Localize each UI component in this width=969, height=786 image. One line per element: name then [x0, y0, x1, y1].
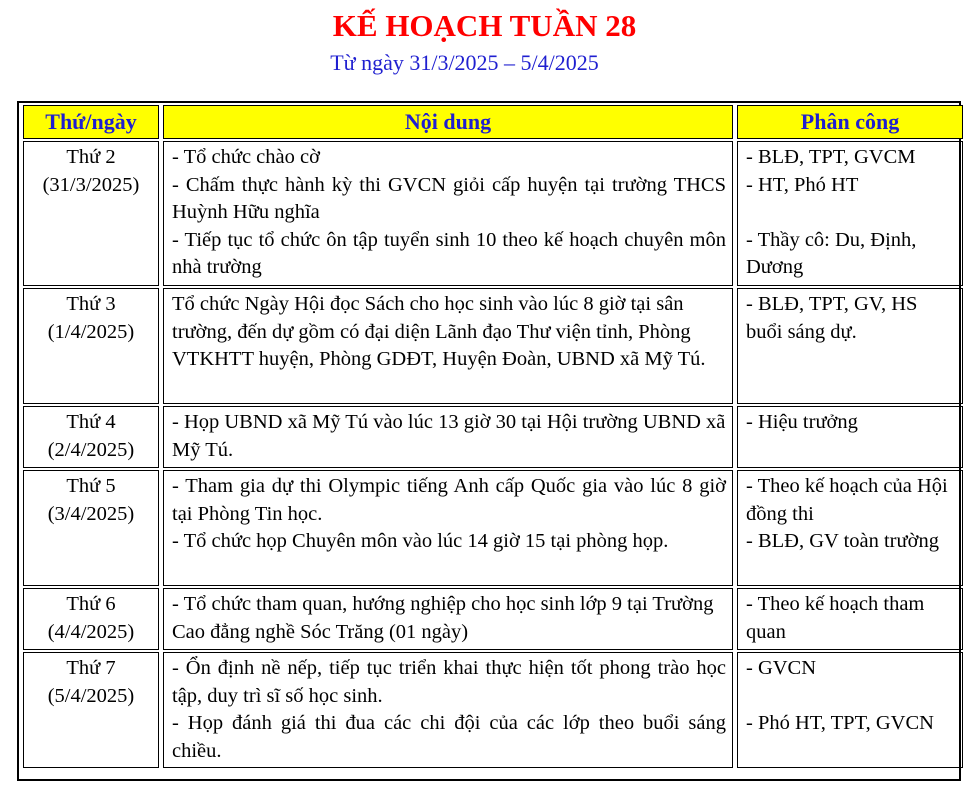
table-row: [23, 588, 963, 650]
table-row: [23, 141, 963, 286]
table-row: [23, 470, 963, 586]
content-item: - Tổ chức tham quan, hướng nghiệp cho học sinh lớp 9 tại Trường Cao đẳng nghề Sóc Trăng (01 ngày): [172, 593, 714, 643]
content-cell: [163, 406, 733, 468]
table-header-row: [23, 105, 963, 139]
assign-item: - Theo kế hoạch của Hội đồng thi: [746, 475, 948, 525]
day-label: Thứ 6: [66, 593, 116, 615]
assign-cell: [737, 652, 963, 768]
content-cell: [163, 652, 733, 768]
day-cell: [23, 470, 159, 586]
assign-cell: [737, 141, 963, 286]
assign-item: - BLĐ, TPT, GV, HS buổi sáng dự.: [746, 293, 918, 343]
header-content: Nội dung: [163, 105, 733, 139]
content-item: - Chấm thực hành kỳ thi GVCN giỏi cấp huyện tại trường THCS Huỳnh Hữu nghĩa: [172, 173, 726, 223]
day-label: Thứ 4: [66, 411, 116, 433]
page-title: KẾ HOẠCH TUẦN 28: [332, 8, 637, 43]
assign-item: - HT, Phó HT: [746, 173, 859, 196]
day-label: Thứ 7: [66, 657, 116, 679]
assign-cell: [737, 406, 963, 468]
content-cell: [163, 288, 733, 404]
day-label: Thứ 2: [66, 146, 116, 168]
day-date: (31/3/2025): [42, 173, 140, 196]
day-date: (1/4/2025): [47, 320, 135, 343]
header-assign: Phân công: [737, 105, 963, 139]
day-cell: [23, 652, 159, 768]
assign-item: - BLĐ, GV toàn trường: [746, 530, 939, 552]
day-date: (3/4/2025): [47, 502, 135, 525]
content-item: - Tổ chức họp Chuyên môn vào lúc 14 giờ 15 tại phòng họp.: [172, 530, 669, 552]
content-item: - Tham gia dự thi Olympic tiếng Anh cấp Quốc gia vào lúc 8 giờ tại Phòng Tin học.: [172, 475, 726, 525]
day-label: Thứ 3: [66, 293, 116, 315]
table-row: [23, 288, 963, 404]
page-subtitle: Từ ngày 31/3/2025 – 5/4/2025: [330, 50, 599, 75]
assign-cell: [737, 588, 963, 650]
table-row: [23, 406, 963, 468]
assign-item: - GVCN: [746, 657, 817, 679]
content-cell: [163, 470, 733, 586]
day-date: (2/4/2025): [47, 438, 135, 461]
content-item: Tổ chức Ngày Hội đọc Sách cho học sinh vào lúc 8 giờ tại sân trường, đến dự gồm có đại diện Lãnh đạo Thư viện tỉnh, Phòng VTKHTT huyện, Phòng GDĐT, Huyện Đoàn, UBND xã Mỹ Tú.: [172, 293, 706, 370]
content-cell: [163, 588, 733, 650]
assign-item: - Thầy cô: Du, Định, Dương: [746, 228, 917, 278]
assign-item: - BLĐ, TPT, GVCM: [746, 146, 916, 168]
day-cell: [23, 141, 159, 286]
table-row: [23, 652, 963, 768]
day-date: (5/4/2025): [47, 684, 135, 707]
content-item: - Họp UBND xã Mỹ Tú vào lúc 13 giờ 30 tại Hội trường UBND xã Mỹ Tú.: [172, 411, 726, 461]
assign-item: - Phó HT, TPT, GVCN: [746, 712, 934, 734]
assign-item: - Theo kế hoạch tham quan: [746, 593, 925, 643]
content-item: - Tổ chức chào cờ: [172, 146, 320, 168]
assign-cell: [737, 288, 963, 404]
header-day: Thứ/ngày: [23, 105, 159, 139]
content-cell: [163, 141, 733, 286]
day-cell: [23, 288, 159, 404]
content-item: - Tiếp tục tổ chức ôn tập tuyển sinh 10 theo kế hoạch chuyên môn nhà trường: [172, 228, 726, 278]
assign-cell: [737, 470, 963, 586]
assign-item: - Hiệu trưởng: [746, 411, 858, 433]
day-cell: [23, 588, 159, 650]
day-label: Thứ 5: [66, 475, 116, 497]
day-date: (4/4/2025): [47, 620, 135, 643]
weekly-plan-table: [19, 103, 967, 770]
content-item: - Họp đánh giá thi đua các chi đội của các lớp theo buổi sáng chiều.: [172, 712, 726, 762]
content-item: - Ổn định nề nếp, tiếp tục triển khai thực hiện tốt phong trào học tập, duy trì sĩ số học sinh.: [172, 657, 726, 707]
day-cell: [23, 406, 159, 468]
